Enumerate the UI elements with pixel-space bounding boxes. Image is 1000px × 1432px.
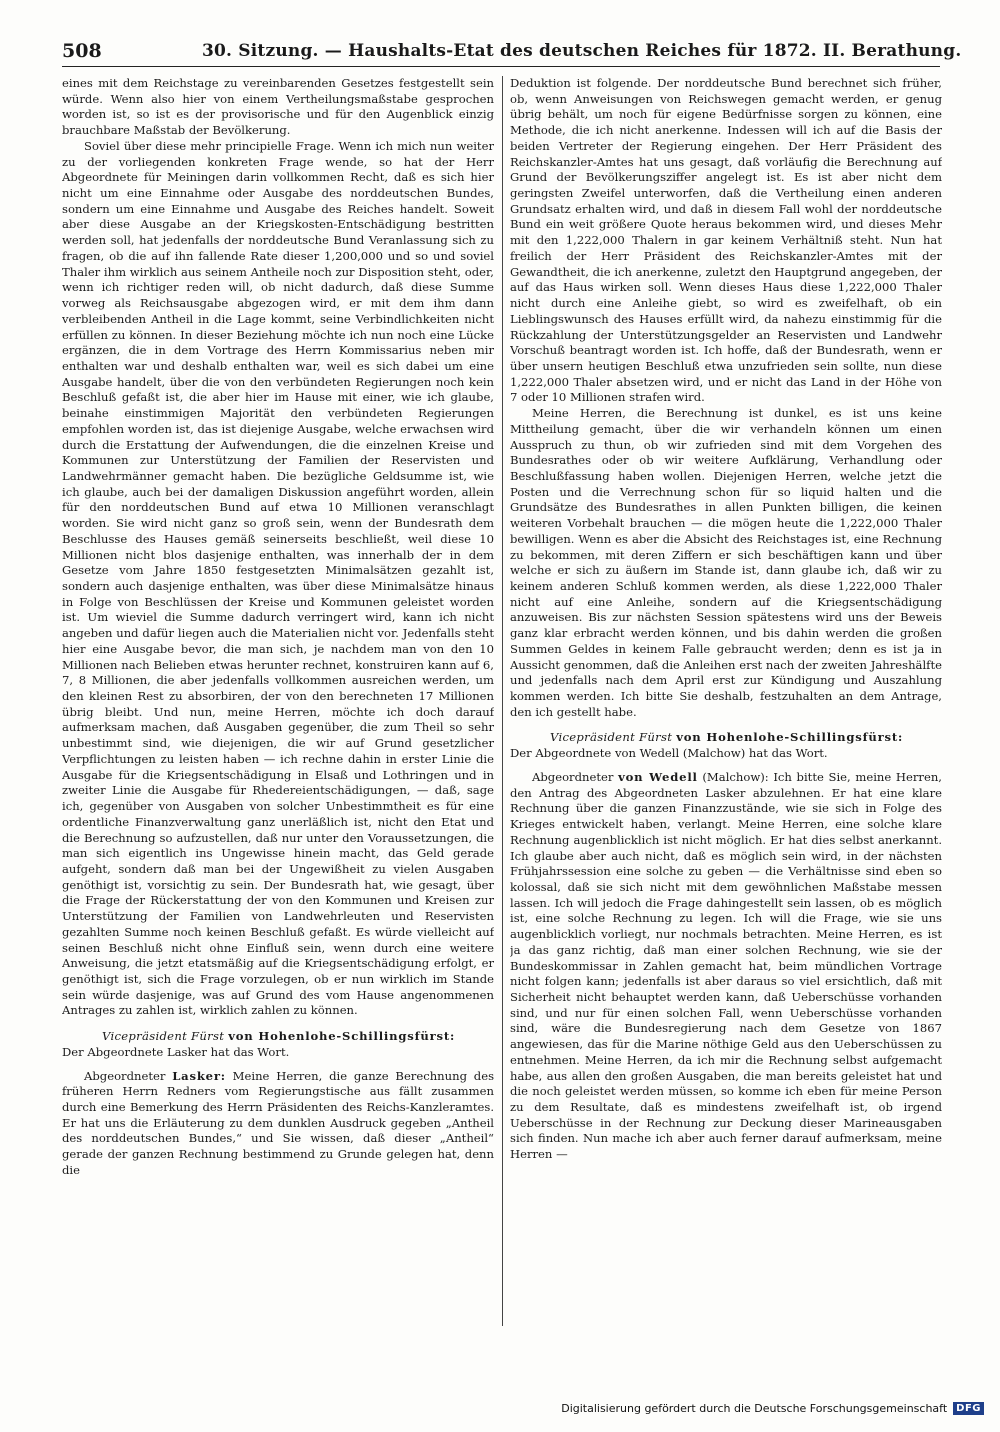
digitization-footer [561, 1402, 984, 1415]
speech-text: Meine Herren, die ganze Berechnung des früheren Herrn Redners vom Regierungstische aus fällt zusammen durch eine Bemerkung des Herrn Präsidenten des Reichs-Kanzleramtes. Er hat uns die Erläuterung zu dem dunklen Ausdruck gegeben „Antheil des norddeutschen Bundes,“ und Sie wissen, daß dieser „Antheil“ gerade der ganzen Rechnung bestimmend zu Grunde gelegen hat, denn die [62, 1068, 494, 1177]
speaker-note: Der Abgeordnete Lasker hat das Wort. [62, 1044, 290, 1059]
paragraph: Deduktion ist folgende. Der norddeutsche Bund berechnet sich früher, ob, wenn Anweisungen von Reichswegen gemacht werden, er genug übrig behält, um noch für eigene Bedürfnisse sorgen zu können, eine Methode, die ich nicht anerkenne. Indessen will ich auf die Basis der beiden Vertreter der Regierung eingehen. Der Herr Präsident des Reichskanzler-Amtes hat uns gesagt, daß vorläufig die Berechnung auf Grund der Bevölkerungsziffer angelegt ist. Es ist aber nicht dem geringsten Zweifel unterworfen, daß die Vertheilung einen anderen Grundsatz erhalten wird, und daß in diesem Fall wohl der norddeutsche Bund ein weit größere Quote heraus bekommen wird, und dieses Mehr mit den 1,222,000 Thalern in gar keinem Verhältniß steht. Nun hat freilich der Herr Präsident des Reichskanzler-Amtes mit der Gewandtheit, die ich anerkenne, zuletzt den Hauptgrund angegeben, der auf das Haus wirken soll. Wenn dieses Haus diese 1,222,000 Thaler nicht durch eine Anleihe giebt, so wird es zweifelhaft, ob ein Lieblingswunsch des Hauses erfüllt wird, da nahezu einstimmig für die Rückzahlung der Unterstützungsgelder an Reservisten und Landwehr Vorschuß beantragt worden ist. Ich hoffe, daß der Bundesrath, wenn er über unsern heutigen Beschluß etwa unzufrieden sein sollte, nun diese 1,222,000 Thaler absetzen wird, und er nicht das Land in der Höhe von 7 oder 10 Millionen strafen wird. [510, 76, 942, 405]
speech-paragraph [510, 770, 942, 1163]
paragraph: eines mit dem Reichstage zu vereinbarenden Gesetzes festgestellt sein würde. Wenn also hier von einem Vertheilungsmaßstabe gesprochen worden ist, so ist es der provisorische und für den Augenblick einzig brauchbare Maßstab der Bevölkerung. [62, 76, 494, 138]
page-header [62, 36, 962, 67]
speaker-title: Vicepräsident Fürst [550, 730, 673, 745]
speaker-name: von Hohenlohe-Schillingsfürst: [228, 1029, 456, 1044]
paragraph: Meine Herren, die Berechnung ist dunkel, es ist uns keine Mittheilung gemacht, über die wir verhandeln können um einen Ausspruch zu thun, ob wir zufrieden sind mit dem Vorgehen des Bundesrathes oder ob wir weitere Aufklärung, Verhandlung oder Beschlußfassung haben wollen. Diejenigen Herren, welche jetzt die Posten und die Verrechnung schon für so liquid halten und die Grundsätze des Bundesrathes in allen Punkten billigen, die keinen weiteren Vorbehalt brauchen — die mögen heute die 1,222,000 Thaler bewilligen. Wenn es aber die Absicht des Reichstages ist, eine Rechnung zu bekommen, mit deren Ziffern er sich beschäftigen kann und über welche er sich zu äußern im Stande ist, dann glaube ich, daß wir zu keinem anderen Schluß kommen werden, als diese 1,222,000 Thaler nicht auf eine Anleihe, sondern auf die Kriegsentschädigung anzuweisen. Bis zur nächsten Session spätestens wird uns der Beweis ganz klar erbracht werden können, und bis dahin werden die großen Summen Geldes in keinem Falle gebraucht werden; denn es ist ja in Aussicht genommen, daß die Anleihen erst nach der zweiten Jahreshälfte und jedenfalls nach dem April erst zur Kündigung und Auszahlung kommen werden. Ich bitte Sie deshalb, festzuhalten an dem Antrage, den ich gestellt habe. [510, 406, 942, 719]
speaker-role: Abgeordneter [84, 1068, 166, 1083]
paragraph: Soviel über diese mehr principielle Frage. Wenn ich mich nun weiter zu der vorliegenden konkreten Frage wende, so hat der Herr Abgeordnete für Meiningen darin vollkommen Recht, daß es sich hier nicht um eine Einnahme oder Ausgabe des norddeutschen Bundes, sondern um eine Einnahme und Ausgabe des Reiches handelt. Soweit aber diese Ausgabe an der Kriegskosten-Entschädigung bestritten werden soll, hat jedenfalls der norddeutsche Bund Veranlassung sich zu fragen, ob die auf ihn fallende Rate dieser 1,200,000 und so und soviel Thaler ihm wirklich aus seinem Antheile noch zur Disposition steht, oder, wenn ich richtiger reden will, ob nicht dadurch, daß diese Summe vorweg als Reichsausgabe abgezogen wird, er mit dem ihm dann verbleibenden Antheil in die Lage kommt, seine Verbindlichkeiten nicht erfüllen zu können. In dieser Beziehung möchte ich nun noch eine Lücke ergänzen, die in dem Vortrage des Herrn Kommissarius neben mir enthalten war und deshalb enthalten war, weil es sich dabei um eine Ausgabe handelt, über die von den verbündeten Regierungen noch kein Beschluß gefaßt ist, die aber hier im Hause mit einer, wie ich glaube, beinahe einstimmigen Majorität den verbündeten Regierungen empfohlen worden ist, das ist diejenige Ausgabe, welche erwachsen wird durch die Erstattung der Aufwendungen, die die einzelnen Kreise und Kommunen zur Unterstützung der Familien der Reservisten und Landwehrmänner gemacht haben. Die bezügliche Geldsumme ist, wie ich glaube, auch bei der damaligen Diskussion angeführt worden, allein für den norddeutschen Bund auf etwa 10 Millionen veranschlagt worden. Sie wird nicht ganz so groß sein, wenn der Bundesrath dem Beschlusse des Hauses gemäß seinerseits beschließt, weil diese 10 Millionen nicht blos dasjenige enthalten, was innerhalb der in dem Gesetze vom Jahre 1850 festgesetzten Minimalsätzen gezahlt ist, sondern auch dasjenige enthalten, was über diese Minimalsätze hinaus in Folge von Beschlüssen der Kreise und Kommunen geleistet worden ist. Um wieviel die Summe dadurch verringert wird, kann ich nicht angeben und dafür liegen auch die Materialien nicht vor. Jedenfalls steht hier eine Ausgabe bevor, die man sich, je nachdem man von den 10 Millionen nach Belieben etwas herunter rechnet, konstruiren kann auf 6, 7, 8 Millionen, die aber jedenfalls vollkommen ausreichen werden, um den kleinen Rest zu absorbiren, der von den berechneten 17 Millionen übrig bleibt. Und nun, meine Herren, möchte ich doch darauf aufmerksam machen, daß Ausgaben gegenüber, die zum Theil so sehr unbestimmt sind, wie diejenigen, die wir auf Grund gesetzlicher Verpflichtungen zu leisten haben — ich rechne dahin in erster Linie die Ausgabe für die Kriegsentschädigung in Elsaß und Lothringen und in zweiter Linie die Ausgabe für Rhedereientschädigungen, — daß, sage ich, gegenüber von Ausgaben von solcher Unbestimmtheit es für eine ordentliche Finanzverwaltung ganz unerläßlich ist, nicht den Etat und die Berechnung so aufzustellen, daß nur unter den Voraussetzungen, die man sich eigentlich ins Ungewisse hinein macht, das Geld gerade aufgeht, sondern daß man bei der Ungewißheit zu vielen Ausgaben genöthigt ist, vorsichtig zu sein. Der Bundesrath hat, wie gesagt, über die Frage der Rückerstattung der von den Kommunen und Kreisen zur Unterstützung der Familien von Landwehrleuten und Reservisten gezahlten Summe noch keinen Beschluß gefaßt. Es würde vielleicht auf seinen Beschluß nicht ohne Einfluß sein, wenn durch eine weitere Anweisung, die jetzt etatsmäßig auf die Kriegsentschädigung erfolgt, er genöthigt ist, sich die Frage vorzulegen, ob er nun wirklich im Stande sein würde dasjenige, was auf Grund des vom Hause angenommenen Antrages zu zahlen ist, wirklich zahlen zu können. [62, 138, 494, 1018]
speaker-title: Vicepräsident Fürst [102, 1029, 225, 1044]
speaker-role: Abgeordneter [532, 769, 614, 784]
speech-text: (Malchow): Ich bitte Sie, meine Herren, den Antrag des Abgeordneten Lasker abzulehnen. Er hat eine klare Rechnung über die ganzen Finanzzustände, wie sie sich in Folge des Krieges entwickelt haben, verlangt. Meine Herren, eine solche klare Rechnung augenblicklich ist nicht möglich. Er hat dies selbst anerkannt. Ich glaube aber auch nicht, daß es möglich sein wird, in der nächsten Frühjahrssession eine solche zu geben — die Verhältnisse sind eben so kolossal, daß sie sich nicht mit dem gewöhnlichen Maßstabe messen lassen. Ich will jedoch die Frage dahingestellt sein lassen, ob es möglich ist, eine solche Rechnung zu legen. Ich will die Frage, wie sie uns augenblicklich vorliegt, nur nochmals betrachten. Meine Herren, es ist ja das ganz richtig, daß man einer solchen Rechnung, wie sie der Bundeskommissar in Zahlen gemacht hat, beim mündlichen Vortrage nicht folgen kann; jedenfalls ist aber daraus so viel ersichtlich, daß mit Sicherheit nicht behauptet werden kann, daß Ueberschüsse vorhanden sind, und nur für einen solchen Fall, wenn Ueberschüsse vorhanden sind, wäre die Bundesregierung nach dem Gesetze von 1867 angewiesen, das für die Marine nöthige Geld aus den Ueberschüssen zu entnehmen. Meine Herren, da ich mir die Rechnung selbst aufgemacht habe, aus allen den großen Ausgaben, die man bereits geleistet hat und die noch geleistet werden müssen, so komme ich eben für meine Person zu dem Resultate, daß es mindestens zweifelhaft ist, ob irgend Ueberschüsse in der Rechnung zur Deckung dieser Marineausgaben sich finden. Nun mache ich aber auch ferner darauf aufmerksam, meine Herren — [510, 769, 942, 1162]
speaker-note: Der Abgeordnete von Wedell (Malchow) hat das Wort. [510, 746, 828, 761]
running-title: 30. Sitzung. — Haushalts-Etat des deutschen Reiches für 1872. II. Berathung. [202, 41, 962, 61]
left-column [62, 76, 494, 1326]
speaker-heading [62, 1029, 494, 1060]
speech-paragraph [62, 1069, 494, 1179]
page-number: 508 [62, 40, 102, 62]
dfg-logo-icon: DFG [953, 1402, 984, 1415]
right-column [510, 76, 942, 1326]
speaker-name: von Wedell [618, 769, 698, 784]
speaker-heading [510, 730, 942, 761]
speaker-name: Lasker: [172, 1068, 226, 1083]
speaker-name: von Hohenlohe-Schillingsfürst: [676, 730, 904, 745]
footer-text: Digitalisierung gefördert durch die Deutsche Forschungsgemeinschaft [561, 1402, 948, 1415]
column-divider [502, 76, 503, 1326]
